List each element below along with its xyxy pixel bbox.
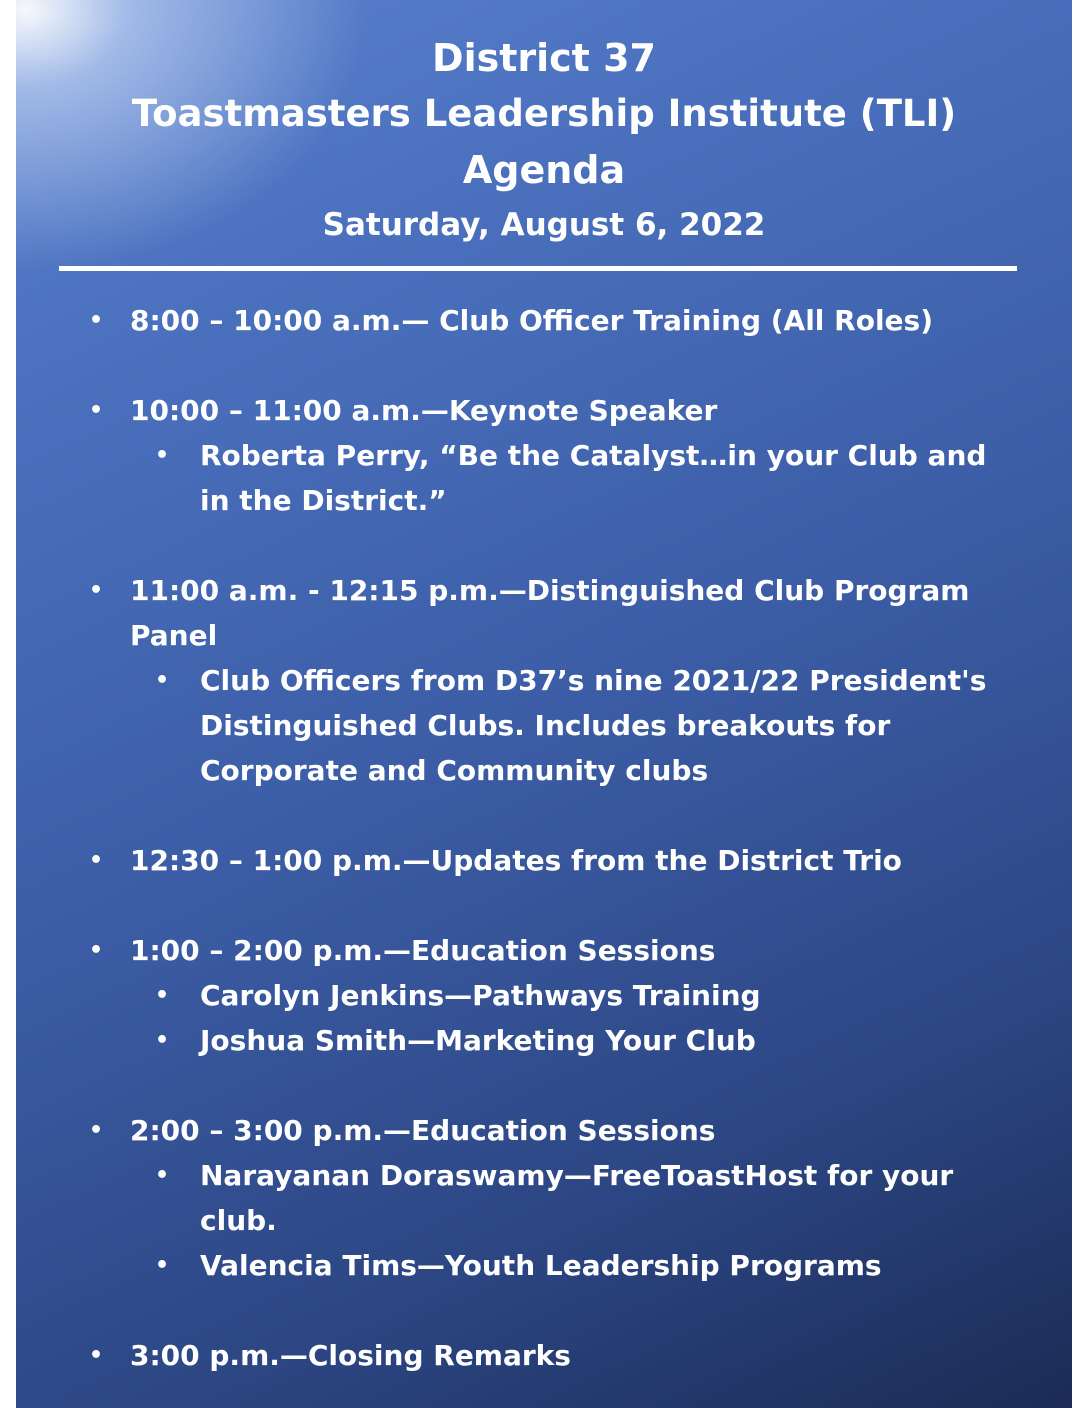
bullet-icon: • [88,578,104,603]
agenda-item-text: 10:00 – 11:00 a.m.—Keynote Speaker [130,394,718,427]
agenda-sub-list [130,433,1002,523]
agenda-header [16,30,1072,250]
sub-bullet-icon: • [154,443,170,468]
agenda-item [16,298,1072,343]
agenda-sub-item-text: Roberta Perry, “Be the Catalyst…in your Club and in the District.” [200,439,987,517]
agenda-sub-item-text: Carolyn Jenkins—Pathways Training [200,979,761,1012]
agenda-item [16,388,1072,523]
agenda-sub-item-text: Joshua Smith—Marketing Your Club [200,1024,756,1057]
event-date: Saturday, August 6, 2022 [322,207,766,243]
header-divider [59,266,1017,271]
agenda-item [16,1108,1072,1288]
event-title: Toastmasters Leadership Institute (TLI) [131,92,957,135]
bullet-icon: • [88,1343,104,1368]
agenda-item-text: 11:00 a.m. - 12:15 p.m.—Distinguished Club Program Panel [130,574,970,652]
sub-bullet-icon: • [154,983,170,1008]
agenda-sub-item [130,433,1002,523]
agenda-title: Agenda [462,148,626,192]
agenda-sub-item [130,658,1002,793]
sub-bullet-icon: • [154,668,170,693]
agenda-page [16,0,1072,1408]
agenda-sub-item-text: Valencia Tims—Youth Leadership Programs [200,1249,882,1282]
bullet-icon: • [88,308,104,333]
agenda-item [16,568,1072,793]
bullet-icon: • [88,938,104,963]
agenda-sub-item [130,1243,1002,1288]
district-title: District 37 [432,36,656,80]
agenda-item-text: 8:00 – 10:00 a.m.— Club Officer Training (All Roles) [130,304,933,337]
bullet-icon: • [88,848,104,873]
agenda-item-text: 3:00 p.m.—Closing Remarks [130,1339,571,1372]
agenda-item [16,838,1072,883]
agenda-item-text: 2:00 – 3:00 p.m.—Education Sessions [130,1114,716,1147]
agenda-sub-item [130,1018,1002,1063]
agenda-sub-list [130,1153,1002,1288]
agenda-item-text: 1:00 – 2:00 p.m.—Education Sessions [130,934,716,967]
agenda-sub-list [130,973,1002,1063]
sub-bullet-icon: • [154,1163,170,1188]
bullet-icon: • [88,1118,104,1143]
agenda-item-text: 12:30 – 1:00 p.m.—Updates from the District Trio [130,844,902,877]
agenda-list [16,298,1072,1378]
agenda-sub-item [130,973,1002,1018]
agenda-sub-item-text: Narayanan Doraswamy—FreeToastHost for your club. [200,1159,954,1237]
agenda-item [16,1333,1072,1378]
sub-bullet-icon: • [154,1253,170,1278]
agenda-sub-item [130,1153,1002,1243]
agenda-item [16,928,1072,1063]
bullet-icon: • [88,398,104,423]
agenda-sub-list [130,658,1002,793]
agenda-sub-item-text: Club Officers from D37’s nine 2021/22 President's Distinguished Clubs. Includes breakouts for Corporate and Community clubs [200,664,987,787]
sub-bullet-icon: • [154,1028,170,1053]
